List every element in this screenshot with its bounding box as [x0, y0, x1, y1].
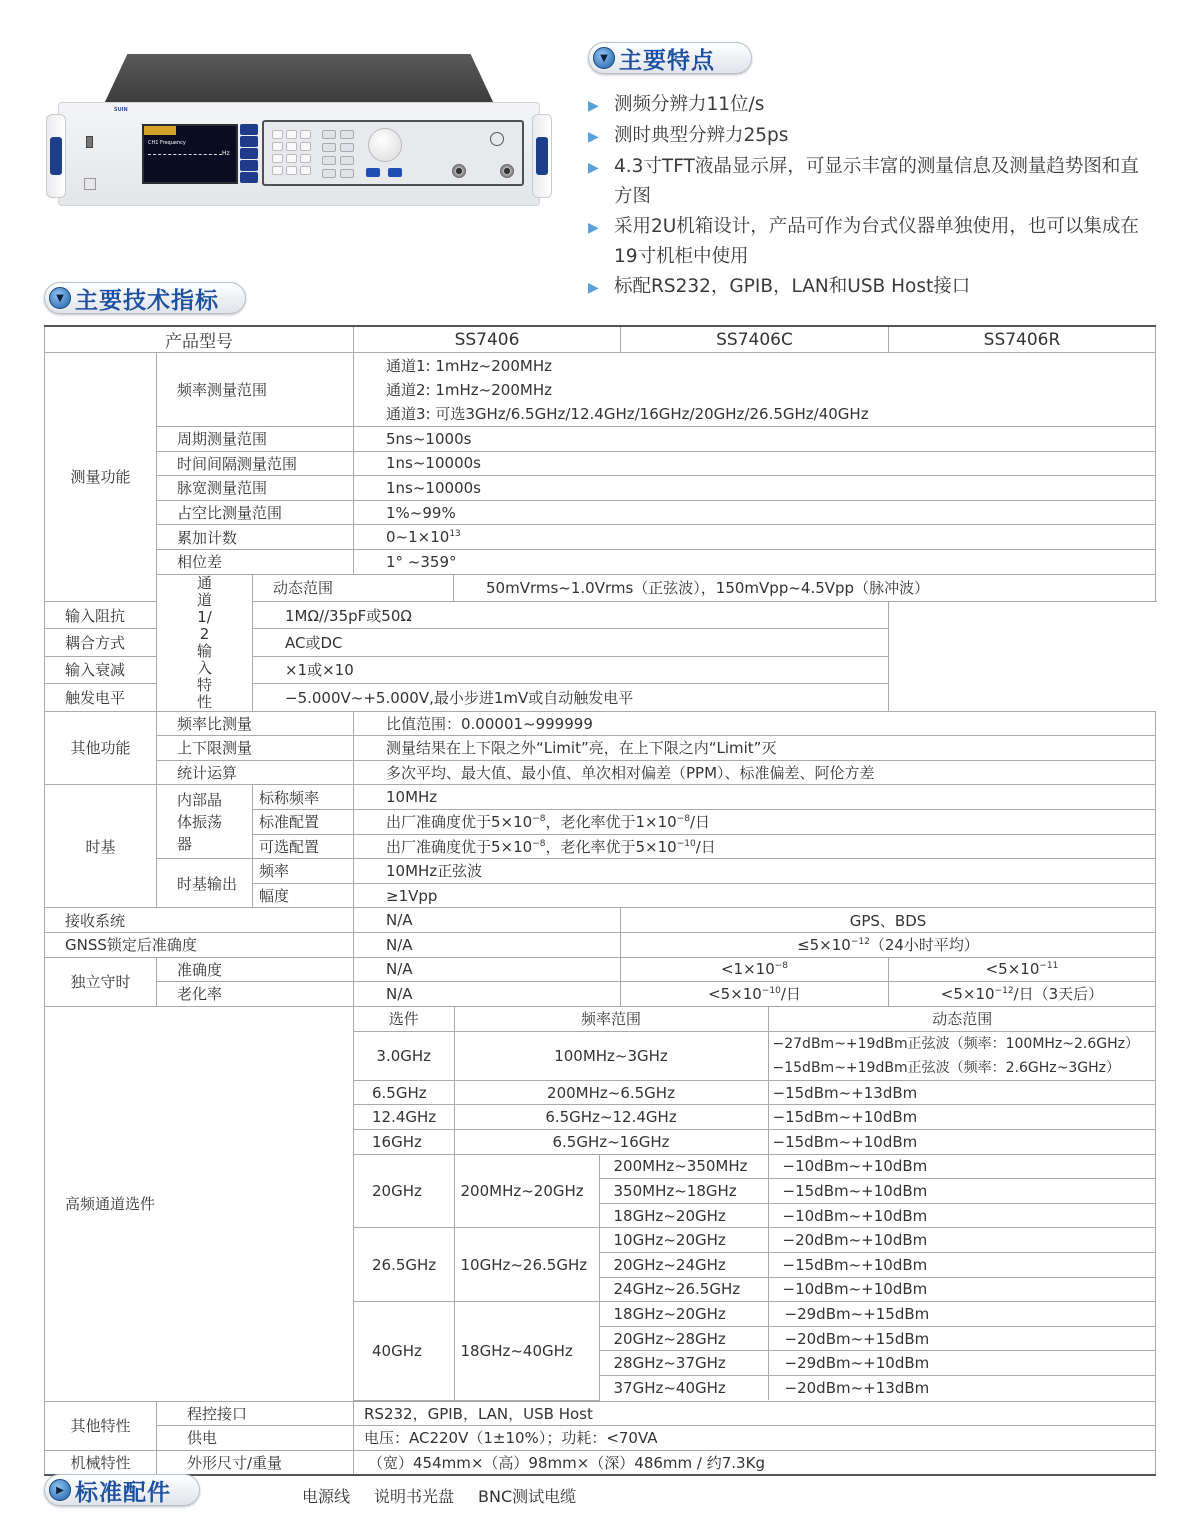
table-row: GNSS锁定后准确度 N/A $\le 5\times 10^{-12}(24$小时平均） [45, 932, 1156, 957]
table-row: 老化率 N/A $<5\times 10^{-10}/$日 $<5\times 10^{-12}/$日（3天后） [45, 982, 1156, 1007]
accessory-item: 说明书光盘 [374, 1487, 455, 1506]
screen-title: CH1 Frequency [148, 140, 186, 146]
table-row: 通道1/2输入特性 动态范围 50mVrms~1.0Vrms（正弦波），150mVpp~4.5Vpp（脉冲波） [45, 574, 1156, 601]
table-row: 触发电平 −5.000V~+5.000V,最小步进1mV或自动触发电平 [45, 684, 1156, 711]
table-row [45, 1006, 1156, 1401]
screen-unit: Hz [222, 150, 230, 157]
chevron-down-icon: ▼ [593, 47, 615, 69]
screen-status-tab [144, 126, 176, 135]
screen-softkeys [240, 124, 258, 184]
rack-handle-right [532, 114, 552, 198]
header-model-ss7406: SS7406 [354, 326, 621, 353]
screen-readout-line [148, 154, 222, 155]
table-row: 脉宽测量范围 1ns~10000s [45, 476, 1156, 501]
bnc-connector-ch2-icon [500, 164, 514, 178]
timebase-out-label: 时基输出 [157, 859, 253, 908]
triangle-bullet-icon: ▶ [588, 129, 599, 145]
accessory-item: 电源线 [302, 1487, 351, 1506]
freq-range-value: 通道1: 1mHz~200MHz 通道2: 1mHz~200MHz 通道3: 可选3GHz/6.5GHz/12.4GHz/16GHz/20GHz/26.5GHz/40GHz [354, 353, 1156, 427]
table-row: 输入阻抗 1MΩ//35pF或50Ω [45, 601, 1156, 628]
group-measurement: 测量功能 [45, 353, 157, 602]
power-button-icon [84, 178, 96, 190]
table-row: 幅度 ≥1Vpp [45, 883, 1156, 908]
group-input: 通道1/2输入特性 [157, 574, 253, 711]
chevron-down-icon: ▼ [49, 287, 71, 309]
row-label: 频率测量范围 [157, 353, 354, 427]
accessory-item: BNC测试电缆 [478, 1487, 577, 1506]
arrow-right-key [388, 168, 402, 177]
table-row: 接收系统 N/A GPS、BDS [45, 908, 1156, 933]
triangle-bullet-icon: ▶ [588, 280, 599, 296]
table-row: 时基 内部晶体振荡器 标称频率 10MHz [45, 785, 1156, 810]
table-row: 累加计数 $0\sim 1\times 10^{13}$ [45, 525, 1156, 550]
osc-label: 内部晶体振荡器 [157, 785, 253, 859]
table-row: 相位差 1° ~359° [45, 549, 1156, 574]
group-other-functions: 其他功能 [45, 711, 157, 785]
table-row: 独立守时 准确度 N/A $<1\times 10^{-8}$ $<5\times 10^{-11}$ [45, 957, 1156, 982]
triangle-bullet-icon: ▶ [588, 98, 599, 114]
accessories-list [302, 1484, 576, 1507]
accessories-heading: ▶ 标准配件 [44, 1474, 200, 1506]
group-other-features: 其他特性 [45, 1401, 157, 1450]
feature-item: ▶ 标配RS232，GPIB，LAN和USB Host接口 [588, 272, 1168, 303]
group-holdover: 独立守时 [45, 957, 157, 1006]
function-keys [322, 130, 354, 178]
table-row: 输入衰减 ×1或×10 [45, 656, 1156, 683]
table-row: 上下限测量 测量结果在上下限之外“Limit”亮，在上下限之内“Limit”灭 [45, 736, 1156, 761]
specs-heading: ▼ 主要技术指标 [44, 282, 246, 314]
table-row: 可选配置 出厂准确度优于$5\times 10^{-8}$，老化率优于$5\times 10^{-10}/$日 [45, 834, 1156, 859]
feature-item: ▶ 4.3寸TFT液晶显示屏，可显示丰富的测量信息及测量趋势图和直方图 [588, 152, 1168, 212]
table-row: 统计运算 多次平均、最大值、最小值、单次相对偏差（PPM）、标准偏差、阿伦方差 [45, 760, 1156, 785]
triangle-bullet-icon: ▶ [588, 160, 599, 176]
feature-item: ▶ 测频分辨力11位/s [588, 90, 1168, 121]
triangle-bullet-icon: ▶ [588, 220, 599, 236]
header-model-ss7406c: SS7406C [621, 326, 889, 353]
group-timebase: 时基 [45, 785, 157, 908]
bnc-connector-ch1-icon [452, 164, 466, 178]
table-header-row [45, 326, 1156, 353]
hf-options-table: 选件 频率范围 动态范围 3.0GHz 100MHz~3GHz −27dBm~+19dBm正弦波（频率：100MHz~2.6GHz） −15dBm~+19dBm正弦波（频率：2.6GHz~3GHz） 6.5GHz 200MHz~6.5GHz −15dBm~+13dBm 12.4GHz 6.5GHz~12.4GHz −15dBm~+10dBm 16GHz 6.5GHz~16GHz −15dBm~+10dBm 20GHz 200MHz~20GHz 200MHz~350MHz −10dBm~+10dBm 350MHz~18GHz −15dBm~+10dBm 18GHz~20GHz −10dBm~+10dBm 26.5GHz 10GHz~26.5GHz 10GHz~20GHz −20dBm~+10dBm 20GHz~24GHz −15dBm~+10dBm 24GHz~26.5GHz −10dBm~+10dBm 40GHz 18GHz~40GHz 18GHz~20GHz −29dBm~+15dBm 20GHz~28GHz −20dBm~+15dBm 28GHz~37GHz −29dBm~+10dBm 37GHz~40GHz −20dBm~+13dBm [354, 1006, 1156, 1401]
header-model-ss7406r: SS7406R [889, 326, 1156, 353]
group-hf-options: 高频通道选件 [45, 1006, 354, 1401]
usb-port-icon [86, 136, 93, 148]
chevron-right-icon: ▶ [49, 1479, 71, 1501]
device-brand-logo: SUIN [114, 107, 128, 113]
device-lcd-screen [142, 124, 238, 184]
rack-handle-left [46, 114, 66, 198]
spec-table [44, 325, 1156, 1476]
feature-item: ▶ 测时典型分辨力25ps [588, 121, 1168, 152]
table-row: 时基输出 频率 10MHz正弦波 [45, 859, 1156, 884]
feature-item: ▶ 采用2U机箱设计，产品可作为台式仪器单独使用，也可以集成在19寸机柜中使用 [588, 212, 1168, 272]
bnc-connector-ch3-icon [490, 132, 504, 146]
numeric-keypad [272, 130, 311, 175]
table-row: 其他特性 程控接口 RS232，GPIB，LAN，USB Host [45, 1401, 1156, 1426]
table-row [45, 353, 1156, 427]
table-row: 耦合方式 AC或DC [45, 629, 1156, 656]
arrow-left-key [366, 168, 380, 177]
header-model-label: 产品型号 [45, 326, 354, 353]
features-heading: ▼ 主要特点 [588, 42, 752, 74]
table-row: 机械特性 外形尺寸/重量 （宽）454mm×（高）98mm×（深）486mm / 约7.3Kg [45, 1450, 1156, 1475]
product-image [44, 54, 554, 214]
table-row: 供电 电压：AC220V（1±10%）；功耗：<70VA [45, 1426, 1156, 1451]
table-row: 时间间隔测量范围 1ns~10000s [45, 451, 1156, 476]
group-mechanical: 机械特性 [45, 1450, 157, 1475]
table-row: 周期测量范围 5ns~1000s [45, 427, 1156, 452]
adjust-knob-icon [368, 128, 402, 162]
device-control-panel [262, 120, 524, 186]
features-list [588, 90, 1168, 303]
table-row: 其他功能 频率比测量 比值范围：0.00001~999999 [45, 711, 1156, 736]
table-row: 标准配置 出厂准确度优于$5\times 10^{-8}$，老化率优于$1\times 10^{-8}/$日 [45, 809, 1156, 834]
table-row: 占空比测量范围 1%~99% [45, 500, 1156, 525]
device-top-cover [104, 54, 494, 104]
